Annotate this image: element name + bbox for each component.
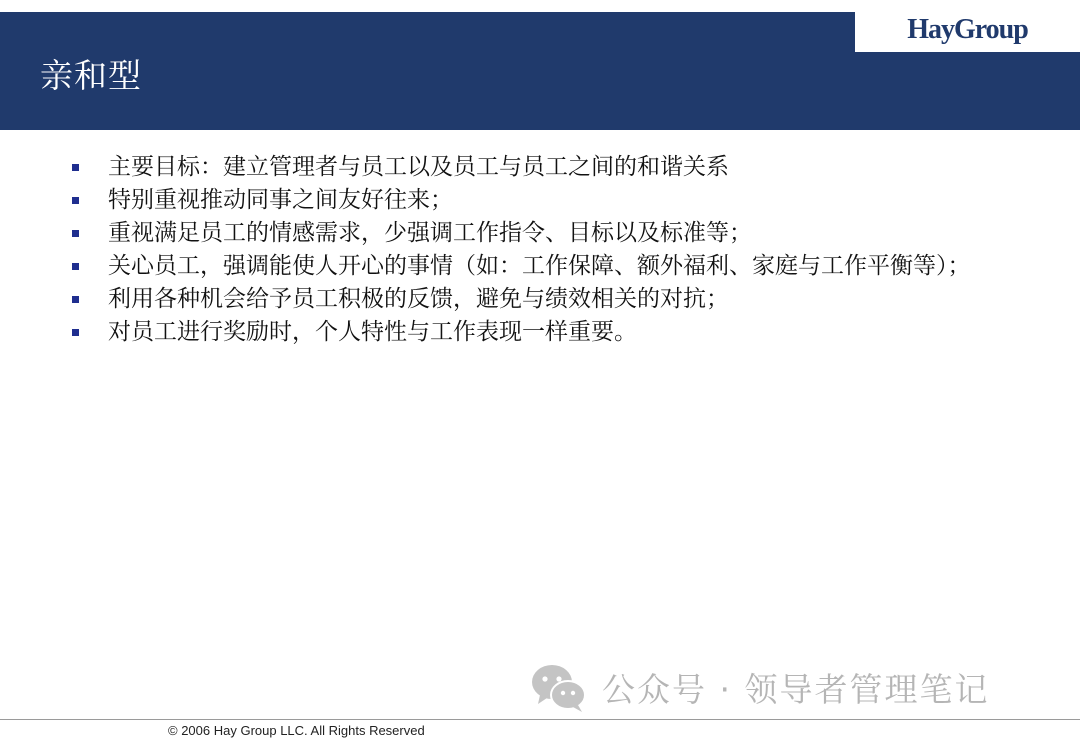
bullet-text: 关心员工，强调能使人开心的事情（如：工作保障、额外福利、家庭与工作平衡等）； xyxy=(108,253,971,279)
bullet-square-icon xyxy=(72,230,79,237)
list-item xyxy=(70,188,1000,213)
bullet-square-icon xyxy=(72,263,79,270)
bullet-text: 主要目标：建立管理者与员工以及员工与员工之间的和谐关系 xyxy=(108,154,729,180)
list-item xyxy=(70,287,1000,312)
watermark xyxy=(530,660,989,714)
bullet-square-icon xyxy=(72,329,79,336)
bullet-square-icon xyxy=(72,164,79,171)
bullet-square-icon xyxy=(72,197,79,204)
logo xyxy=(855,12,1080,52)
copyright-notice: © 2006 Hay Group LLC. All Rights Reserved xyxy=(168,723,425,738)
list-item xyxy=(70,254,1000,279)
bullet-text: 对员工进行奖励时，个人特性与工作表现一样重要。 xyxy=(108,319,637,345)
wechat-icon xyxy=(530,660,588,714)
bullet-text: 重视满足员工的情感需求，少强调工作指令、目标以及标准等； xyxy=(108,220,752,246)
slide-title: 亲和型 xyxy=(40,56,142,95)
bullet-list xyxy=(70,155,1000,353)
list-item xyxy=(70,320,1000,345)
watermark-text: 公众号 · 领导者管理笔记 xyxy=(602,669,990,709)
bullet-text: 特别重视推动同事之间友好往来； xyxy=(108,187,453,213)
bullet-square-icon xyxy=(72,296,79,303)
bullet-text: 利用各种机会给予员工积极的反馈，避免与绩效相关的对抗； xyxy=(108,286,729,312)
logo-text: HayGroup xyxy=(907,14,1028,45)
footer-divider xyxy=(0,719,1080,720)
list-item xyxy=(70,155,1000,180)
list-item xyxy=(70,221,1000,246)
